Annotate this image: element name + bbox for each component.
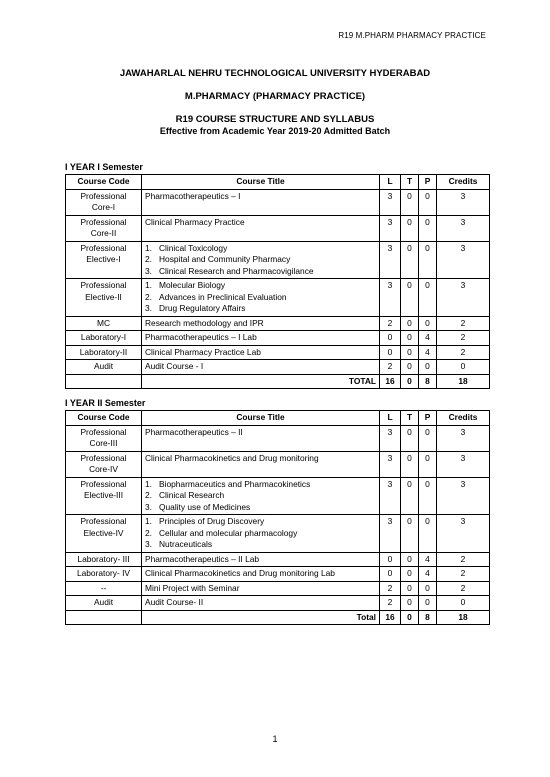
table-row	[66, 425, 490, 451]
value-p: 0	[419, 360, 437, 375]
value-c: 2	[437, 316, 490, 331]
value-p: 0	[419, 425, 437, 451]
program-title: M.PHARMACY (PHARMACY PRACTICE)	[184, 91, 366, 102]
value-t: 0	[401, 360, 419, 375]
elective-option: 3. Quality use of Medicines	[145, 501, 251, 512]
value-l: 3	[380, 241, 401, 279]
value-c: 2	[437, 345, 490, 360]
course-title-cell: Pharmacotherapeutics – II Lab	[142, 552, 380, 567]
course-title-cell: Audit Course - I	[142, 360, 380, 375]
value-c: 2	[437, 552, 490, 567]
col-p: P	[419, 175, 437, 190]
value-t: 0	[401, 425, 419, 451]
value-p: 0	[419, 215, 437, 241]
course-title-cell	[142, 241, 380, 279]
table-row	[66, 596, 490, 611]
semester-1-table	[65, 174, 490, 389]
col-l: L	[380, 411, 401, 426]
value-t: 0	[401, 241, 419, 279]
value-p: 0	[419, 515, 437, 553]
value-t: 0	[401, 515, 419, 553]
value-t: 0	[401, 316, 419, 331]
table-row	[66, 515, 490, 553]
value-t: 0	[401, 567, 419, 582]
value-c: 0	[437, 596, 490, 611]
value-l: 3	[380, 425, 401, 451]
total-label: Total	[142, 610, 380, 625]
total-label: TOTAL	[142, 374, 380, 389]
course-code-cell: Professional Core-III	[66, 425, 142, 451]
value-c: 2	[437, 567, 490, 582]
total-c: 18	[437, 374, 490, 389]
course-title-cell	[142, 477, 380, 515]
col-p: P	[419, 411, 437, 426]
value-c: 3	[437, 189, 490, 215]
value-c: 3	[437, 515, 490, 553]
total-c: 18	[437, 610, 490, 625]
table-row	[66, 345, 490, 360]
elective-option: 3. Clinical Research and Pharmacovigilance	[145, 265, 314, 276]
total-l: 16	[380, 374, 401, 389]
value-l: 3	[380, 189, 401, 215]
table-header-row	[66, 175, 490, 190]
course-code-cell: Professional Elective-IV	[66, 515, 142, 553]
col-credits: Credits	[437, 411, 490, 426]
value-t: 0	[401, 451, 419, 477]
value-p: 0	[419, 316, 437, 331]
total-blank	[66, 610, 142, 625]
value-t: 0	[401, 189, 419, 215]
value-c: 3	[437, 451, 490, 477]
value-p: 4	[419, 331, 437, 346]
course-title-cell	[142, 279, 380, 317]
elective-option: 1. Biopharmaceutics and Pharmacokinetics	[145, 478, 311, 489]
elective-option: 1. Molecular Biology	[145, 280, 226, 290]
value-l: 0	[380, 331, 401, 346]
total-blank	[66, 374, 142, 389]
value-l: 0	[380, 345, 401, 360]
value-c: 3	[437, 215, 490, 241]
col-t: T	[401, 175, 419, 190]
semester-1-heading: I YEAR I Semester	[65, 162, 143, 172]
total-t: 0	[401, 374, 419, 389]
value-l: 0	[380, 552, 401, 567]
col-course-title: Course Title	[142, 175, 380, 190]
elective-option: 2. Hospital and Community Pharmacy	[145, 254, 291, 264]
course-code-cell: Laboratory- IV	[66, 567, 142, 582]
course-title-cell: Pharmacotherapeutics – I Lab	[142, 331, 380, 346]
col-t: T	[401, 411, 419, 426]
course-title-cell: Research methodology and IPR	[142, 316, 380, 331]
value-t: 0	[401, 581, 419, 596]
table-row	[66, 215, 490, 241]
value-p: 4	[419, 345, 437, 360]
course-code-cell: Professional Elective-III	[66, 477, 142, 515]
course-title-cell: Clinical Pharmacy Practice	[142, 215, 380, 241]
course-code-cell: Laboratory-II	[66, 345, 142, 360]
value-p: 0	[419, 451, 437, 477]
course-title-cell: Pharmacotherapeutics – I	[142, 189, 380, 215]
page-number: 1	[272, 734, 278, 744]
table-row	[66, 241, 490, 279]
course-code-cell: MC	[66, 316, 142, 331]
value-t: 0	[401, 345, 419, 360]
value-t: 0	[401, 477, 419, 515]
table-row	[66, 189, 490, 215]
course-code-cell: Professional Core-I	[66, 189, 142, 215]
elective-option: 1. Clinical Toxicology	[145, 242, 228, 253]
course-code-cell: Laboratory-I	[66, 331, 142, 346]
table-row	[66, 331, 490, 346]
value-c: 3	[437, 279, 490, 317]
value-l: 3	[380, 451, 401, 477]
value-c: 3	[437, 241, 490, 279]
table-row	[66, 552, 490, 567]
value-t: 0	[401, 331, 419, 346]
elective-option: 2. Advances in Preclinical Evaluation	[145, 291, 287, 302]
total-row	[66, 610, 490, 625]
value-c: 2	[437, 331, 490, 346]
value-p: 0	[419, 241, 437, 279]
value-l: 2	[380, 360, 401, 375]
value-c: 3	[437, 477, 490, 515]
total-l: 16	[380, 610, 401, 625]
value-l: 3	[380, 279, 401, 317]
value-l: 3	[380, 515, 401, 553]
university-name: JAWAHARLAL NEHRU TECHNOLOGICAL UNIVERSITY HYDERABAD	[119, 68, 431, 79]
course-code-cell: Professional Elective-I	[66, 241, 142, 279]
total-p: 8	[419, 374, 437, 389]
value-t: 0	[401, 552, 419, 567]
course-title-cell: Clinical Pharmacokinetics and Drug monitoring	[142, 451, 380, 477]
total-t: 0	[401, 610, 419, 625]
value-c: 0	[437, 360, 490, 375]
table-row	[66, 567, 490, 582]
course-code-cell: Professional Core-II	[66, 215, 142, 241]
value-t: 0	[401, 596, 419, 611]
running-header: R19 M.PHARM PHARMACY PRACTICE	[338, 31, 486, 40]
course-title-cell: Audit Course- II	[142, 596, 380, 611]
course-code-cell: Audit	[66, 596, 142, 611]
value-l: 2	[380, 581, 401, 596]
value-p: 4	[419, 567, 437, 582]
effective-line: Effective from Academic Year 2019-20 Admitted Batch	[159, 126, 391, 136]
value-p: 0	[419, 596, 437, 611]
elective-option: 2. Clinical Research	[145, 490, 225, 500]
table-row	[66, 451, 490, 477]
value-p: 4	[419, 552, 437, 567]
course-title-cell: Mini Project with Seminar	[142, 581, 380, 596]
value-p: 0	[419, 581, 437, 596]
course-code-cell: Professional Core-IV	[66, 451, 142, 477]
value-t: 0	[401, 215, 419, 241]
col-l: L	[380, 175, 401, 190]
course-code-cell: Audit	[66, 360, 142, 375]
value-c: 3	[437, 425, 490, 451]
elective-option: 3. Nutraceuticals	[145, 539, 213, 549]
col-course-code: Course Code	[66, 175, 142, 190]
table-row	[66, 477, 490, 515]
course-title-cell: Pharmacotherapeutics – II	[142, 425, 380, 451]
value-l: 3	[380, 477, 401, 515]
structure-title: R19 COURSE STRUCTURE AND SYLLABUS	[175, 114, 375, 125]
elective-option: 1. Principles of Drug Discovery	[145, 516, 265, 526]
total-p: 8	[419, 610, 437, 625]
value-c: 2	[437, 581, 490, 596]
course-title-cell: Clinical Pharmacy Practice Lab	[142, 345, 380, 360]
value-l: 0	[380, 567, 401, 582]
elective-option: 2. Cellular and molecular pharmacology	[145, 527, 298, 538]
table-row	[66, 360, 490, 375]
course-code-cell: Laboratory- III	[66, 552, 142, 567]
semester-2-table	[65, 410, 490, 625]
course-code-cell: Professional Elective-II	[66, 279, 142, 317]
col-course-code: Course Code	[66, 411, 142, 426]
elective-option: 3. Drug Regulatory Affairs	[145, 303, 246, 313]
table-row	[66, 279, 490, 317]
col-credits: Credits	[437, 175, 490, 190]
table-row	[66, 316, 490, 331]
value-l: 3	[380, 215, 401, 241]
total-row	[66, 374, 490, 389]
semester-2-heading: I YEAR II Semester	[65, 398, 146, 408]
value-l: 2	[380, 316, 401, 331]
table-row	[66, 581, 490, 596]
col-course-title: Course Title	[142, 411, 380, 426]
value-p: 0	[419, 189, 437, 215]
value-p: 0	[419, 477, 437, 515]
value-t: 0	[401, 279, 419, 317]
course-title-cell: Clinical Pharmacokinetics and Drug monitoring Lab	[142, 567, 380, 582]
value-l: 2	[380, 596, 401, 611]
value-p: 0	[419, 279, 437, 317]
course-title-cell	[142, 515, 380, 553]
course-code-cell: --	[66, 581, 142, 596]
table-header-row	[66, 411, 490, 426]
